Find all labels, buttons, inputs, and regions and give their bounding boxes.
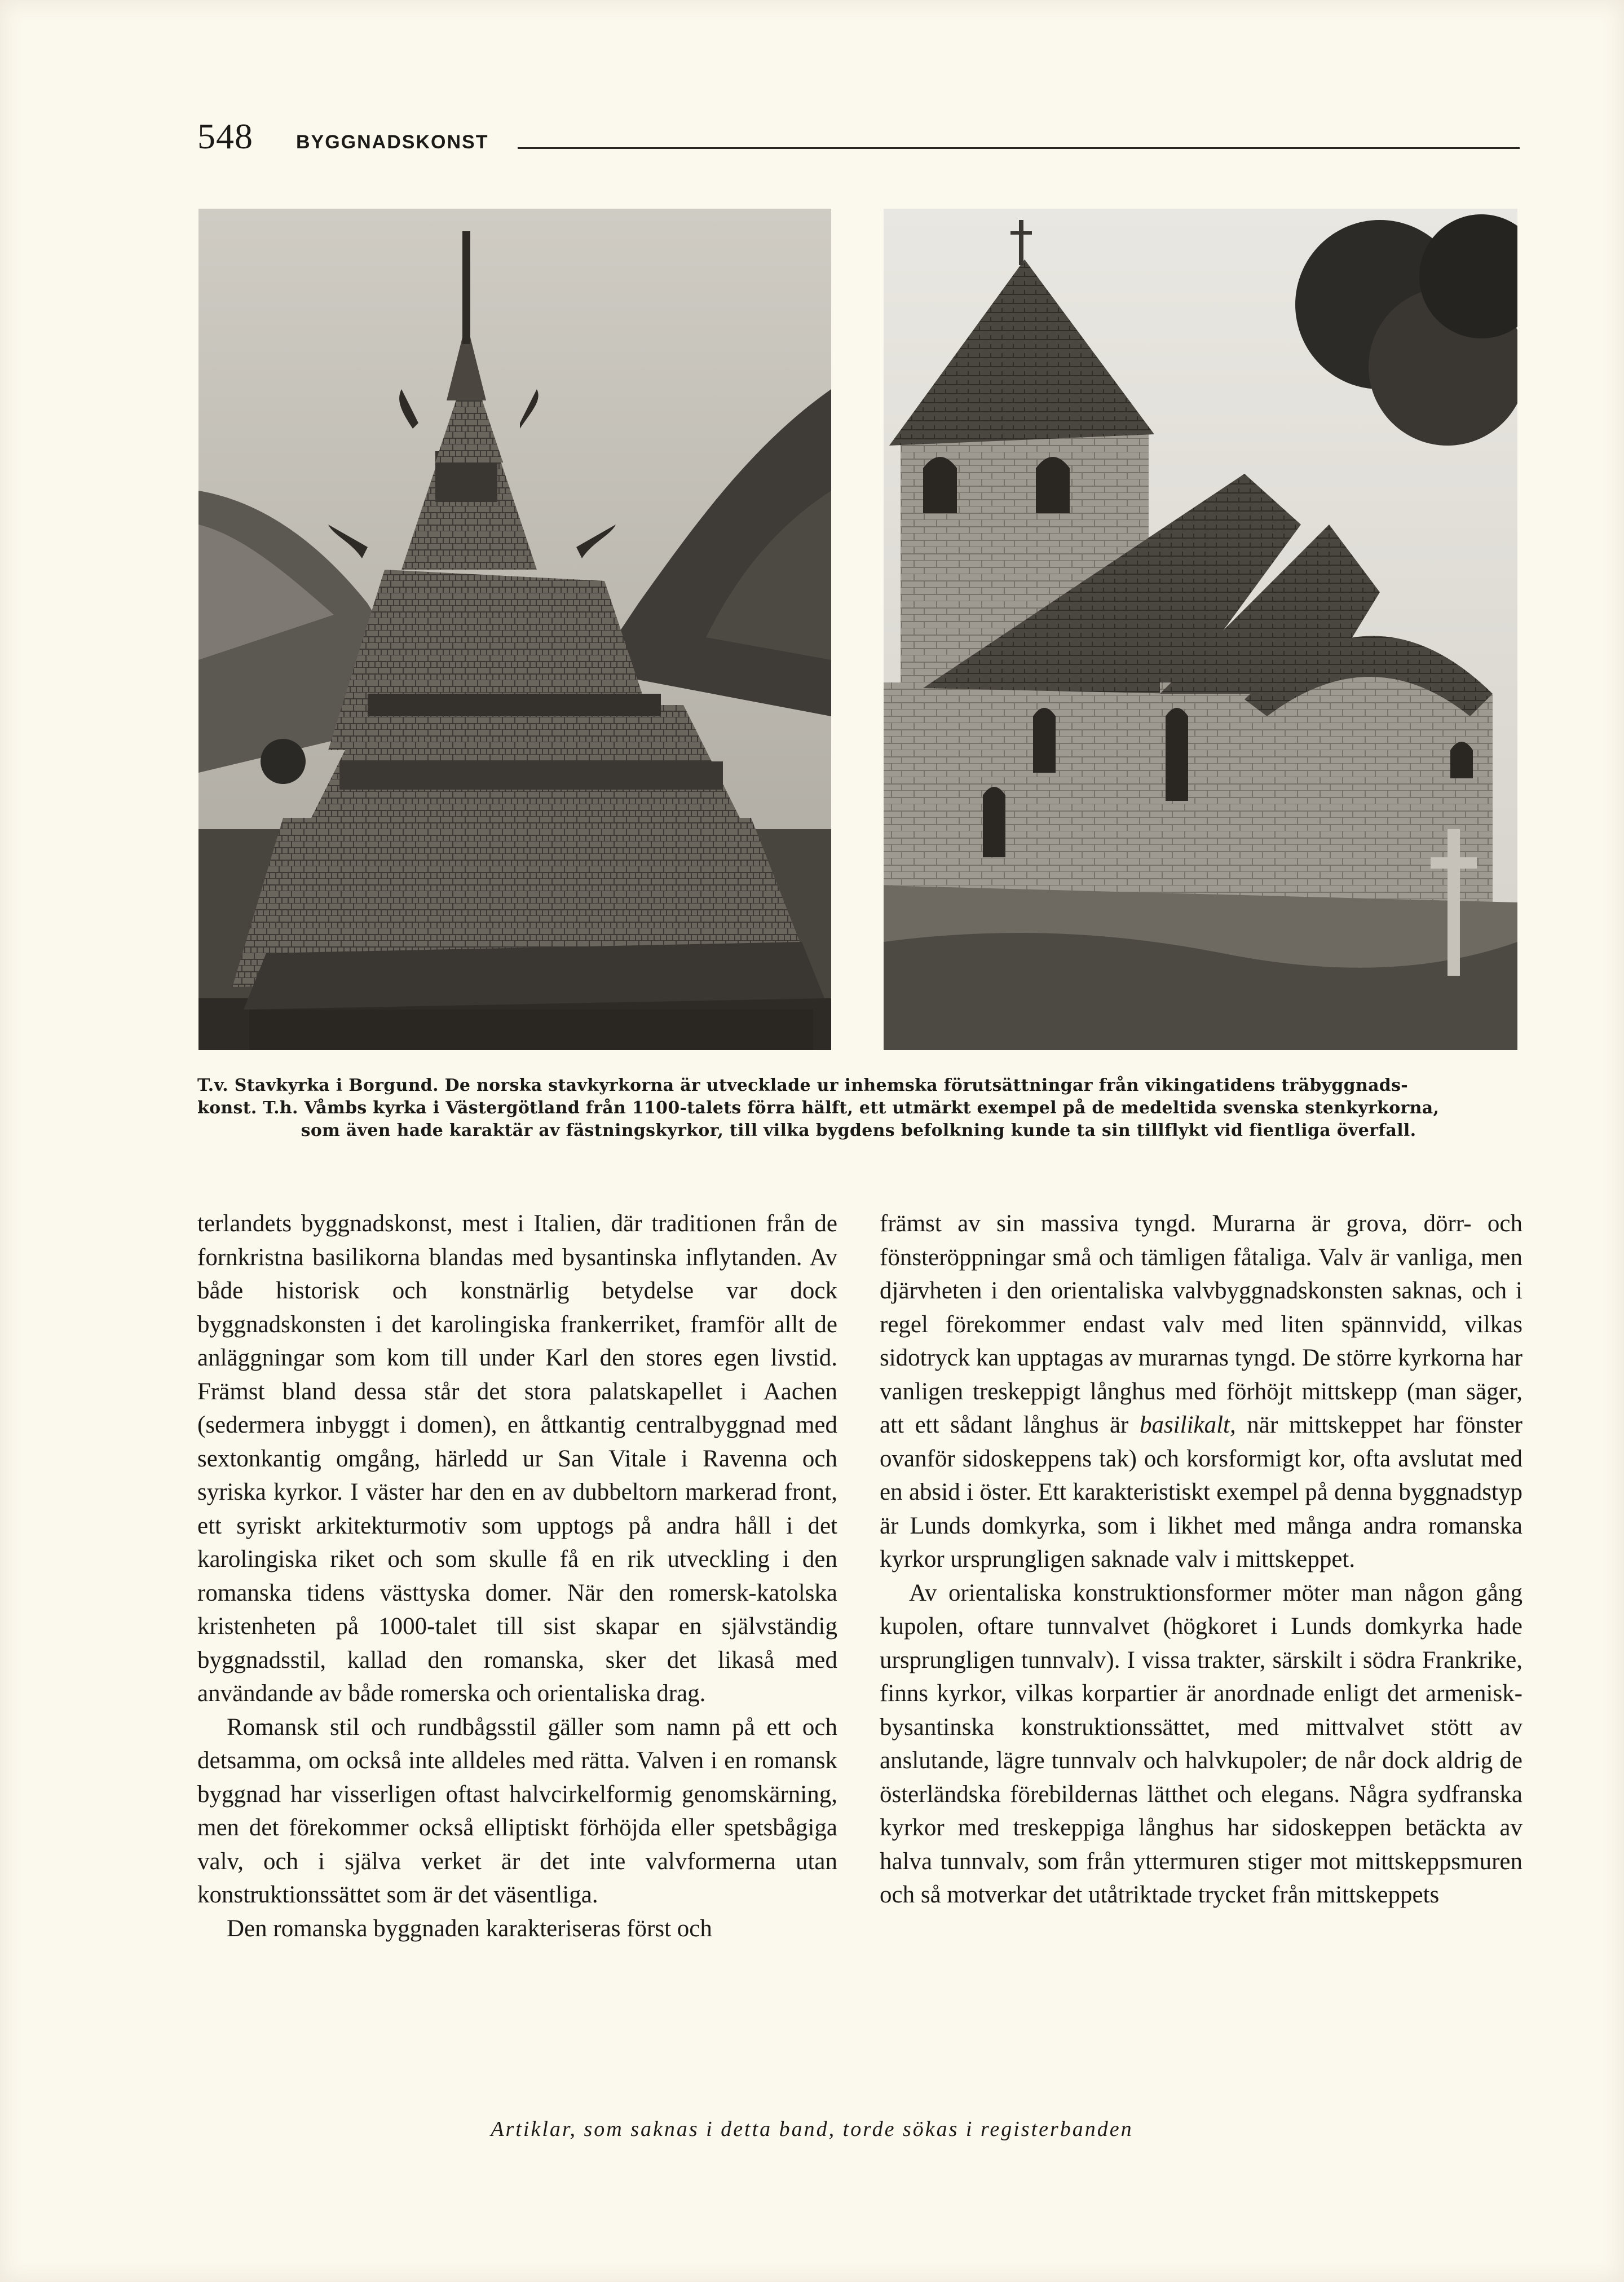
caption-line-1: T.v. Stavkyrka i Borgund. De norska stavkyrkorna är utvecklade ur inhemska förutsättningar från vikingatidens träbyggnads- [197, 1076, 1409, 1095]
right-paragraph-1-emphasis: basilikalt, [1139, 1412, 1236, 1438]
left-paragraph-2: Romansk stil och rundbågsstil gäller som namn på ett och detsamma, om också inte alldeles med rätta. Valven i en romansk byggnad har visserligen oftast halvcirkelformig genomskärning, men det förekommer också elliptiskt förhöjda eller spetsbågiga valv, och i själva verket är det inte valvformerna utan konstruktionssättet som är det väsentliga. [197, 1713, 837, 1908]
right-column [880, 1207, 1522, 1912]
running-head: BYGGNADSKONST [296, 131, 489, 153]
figure-caption [197, 1074, 1520, 1142]
stave-church-image [198, 209, 831, 1050]
caption-line-3: som även hade karaktär av fästningskyrkor, till vilka bygdens befolkning kunde ta sin tillflykt vid fientliga överfall. [301, 1121, 1416, 1140]
right-paragraph-1 [880, 1207, 1522, 1576]
stone-church-image [884, 209, 1517, 1050]
page-number: 548 [197, 116, 253, 156]
right-paragraph-2: Av orientaliska konstruktionsformer möter man någon gång kupolen, oftare tunnvalvet (högkoret i Lunds domkyrka hade ursprungligen tunnvalv). I vissa trakter, särskilt i södra Frankrike, finns kyrkor, vilkas korpartier är anordnade enligt det armenisk-bysantinska konstruktionssättet, med mittvalvet stött av anslutande, lägre tunnvalv och halvkupoler; de når dock aldrig de österländska förebildernas lätthet och elegans. Några sydfranska kyrkor med treskeppiga långhus har sidoskeppen betäckta av halva tunnvalv, som från yttermuren stiger mot mittskeppsmuren och så motverkar det utåtriktade trycket från mittskeppets [880, 1579, 1522, 1908]
photo-stone-church [884, 209, 1517, 1050]
page-header [197, 116, 1520, 161]
photo-stave-church [198, 209, 831, 1050]
caption-line-2: konst. T.h. Våmbs kyrka i Västergötland från 1100-talets förra hälft, ett utmärkt exempel på de medeltida svenska stenkyrkorna, [197, 1098, 1440, 1118]
left-column [197, 1207, 837, 1945]
left-paragraph-1: terlandets byggnadskonst, mest i Italien, där traditionen från de fornkristna basilikorna blandas med bysantinska inflytanden. Av både historisk och konstnärlig betydelse var dock byggnadskonsten i det karolingiska frankerriket, framför allt de anläggningar som kom till under Karl den stores egen livstid. Främst bland dessa står det stora palatskapellet i Aachen (sedermera inbyggt i domen), en åttkantig centralbyggnad med sextonkantig omgång, härledd ur San Vitale i Ravenna och syriska kyrkor. I väster har den en av dubbeltorn markerad front, ett syriskt arkitekturmotiv som upptogs på andra håll i det karolingiska riket och som skulle få en rik utveckling i den romanska tidens västtyska domer. När den romersk-katolska kristenheten på 1000-talet till sist skapar en självständig byggnadsstil, kallad den romanska, sker det likaså med användande av både romerska och orientaliska drag. [197, 1210, 837, 1707]
header-rule [518, 147, 1520, 149]
left-paragraph-3: Den romanska byggnaden karakteriseras först och [227, 1915, 712, 1942]
right-paragraph-1-part-a: främst av sin massiva tyngd. Murarna är grova, dörr- och fönsteröppningar små och tämligen fåtaliga. Valv är vanliga, men djärvheten i den orientaliska valvbyggnadskonsten saknas, och i regel förekommer endast valv med liten spännvidd, vilkas sidotryck kan upptagas av murarnas tyngd. De större kyrkorna har vanligen treskeppigt långhus med förhöjt mittskepp (man säger, att ett sådant långhus är [880, 1210, 1522, 1438]
right-paragraph-1-part-b: när mittskeppet har fönster ovanför sidoskeppens tak) och korsformigt kor, ofta avslutat med en absid i öster. Ett karakteristiskt exempel på denna byggnadstyp är Lunds domkyrka, som i likhet med många andra romanska kyrkor ursprungligen saknade valv i mittskeppet. [880, 1412, 1522, 1572]
footer-note: Artiklar, som saknas i detta band, torde sökas i registerbanden [491, 2117, 1133, 2141]
